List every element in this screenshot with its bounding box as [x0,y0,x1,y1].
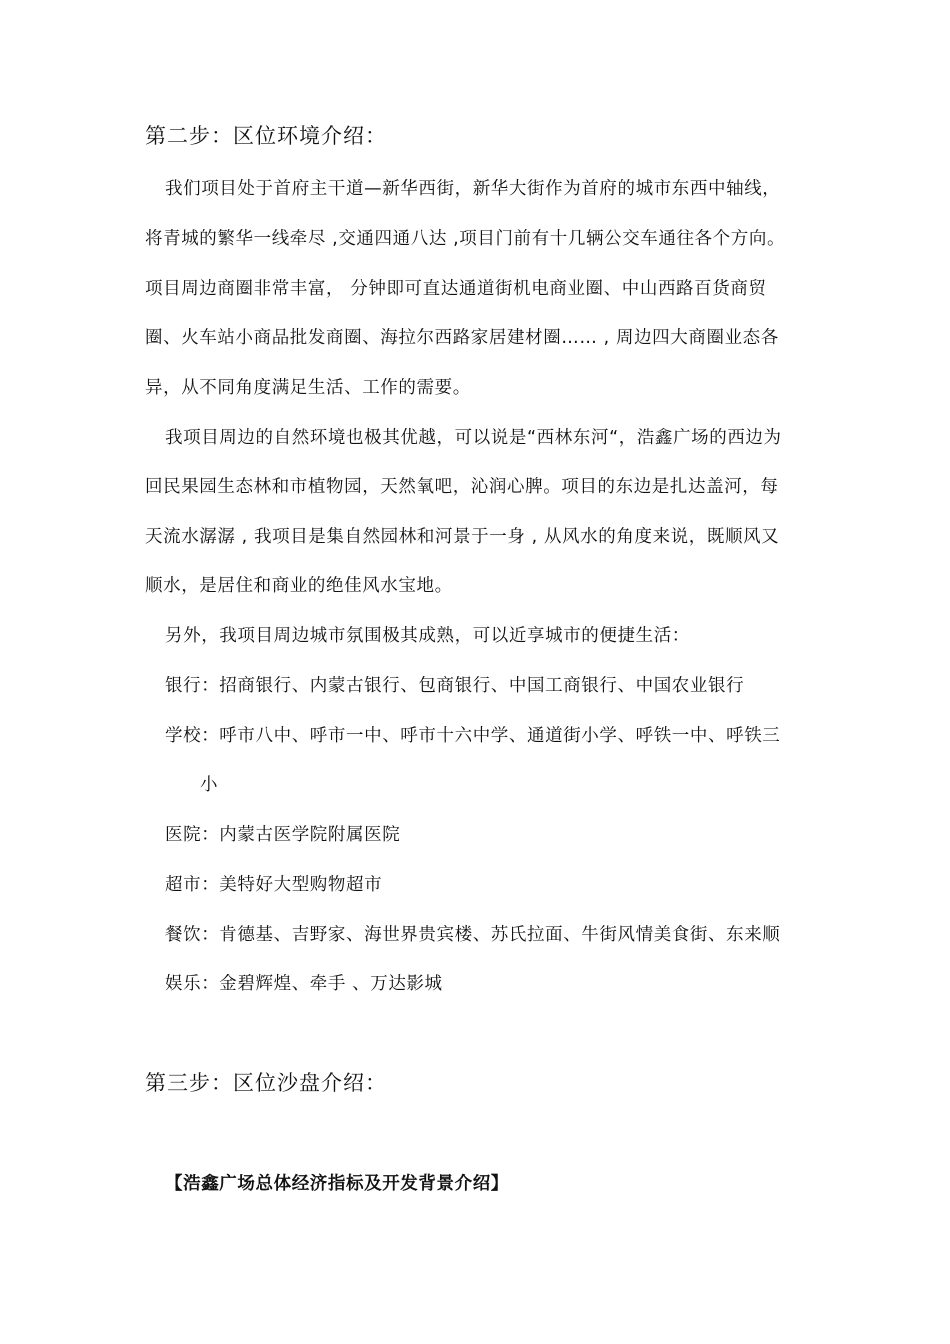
facility-bank: 银行：招商银行、内蒙古银行、包商银行、中国工商银行、中国农业银行 [165,676,745,696]
facility-entertainment: 娱乐：金碧辉煌、牵手 、万达影城 [165,974,443,994]
paragraph1-line-1: 我们项目处于首府主干道—新华西街，新华大街作为首府的城市东西中轴线， [165,179,781,199]
paragraph1-line-2: 将青城的繁华一线牵尽 ,交通四通八达 ,项目门前有十几辆公交车通往各个方向。 [145,229,786,249]
paragraph3-intro: 另外，我项目周边城市氛围极其成熟，可以近享城市的便捷生活： [165,626,690,646]
paragraph2-line-2: 回民果园生态林和市植物园，天然氧吧，沁润心脾。项目的东边是扎达盖河，每 [145,477,779,497]
paragraph1-line-3: 项目周边商圈非常丰富， 分钟即可直达通道街机电商业圈、中山西路百货商贸 [145,279,767,299]
paragraph2-line-4: 顺水，是居住和商业的绝佳风水宝地。 [145,576,453,596]
paragraph1-line-4: 圈、火车站小商品批发商圈、海拉尔西路家居建材圈…… , 周边四大商圈业态各 [145,328,779,348]
subheading: 【浩鑫广场总体经济指标及开发背景介绍】 [165,1174,509,1194]
step3-heading: 第三步：区位沙盘介绍： [145,1071,387,1095]
facility-school-continued: 小 [200,775,219,795]
facility-school: 学校：呼市八中、呼市一中、呼市十六中学、通道街小学、呼铁一中、呼铁三 [165,726,781,746]
facility-dining: 餐饮：肯德基、吉野家、海世界贵宾楼、苏氏拉面、牛街风情美食街、东来顺 [165,925,781,945]
paragraph2-line-1: 我项目周边的自然环境也极其优越，可以说是“西林东河“，浩鑫广场的西边为 [165,428,782,448]
step2-heading: 第二步：区位环境介绍： [145,124,387,148]
paragraph1-line-5: 异，从不同角度满足生活、工作的需要。 [145,378,471,398]
facility-hospital: 医院：内蒙古医学院附属医院 [165,825,401,845]
paragraph2-line-3: 天流水潺潺 , 我项目是集自然园林和河景于一身 , 从风水的角度来说，既顺风又 [145,527,780,547]
facility-supermarket: 超市：美特好大型购物超市 [165,875,383,895]
